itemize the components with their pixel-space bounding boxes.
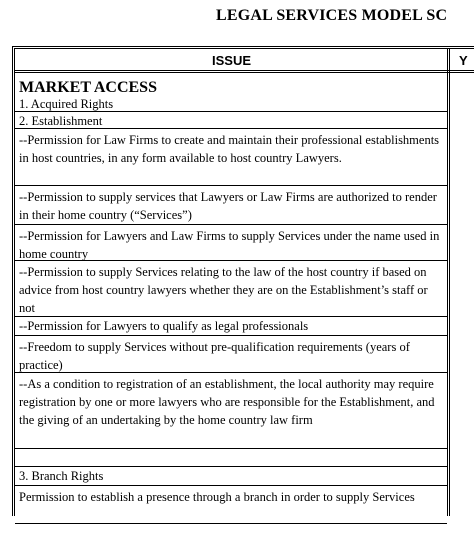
table-header-row <box>15 49 474 73</box>
table-row <box>15 186 447 225</box>
section-heading: MARKET ACCESS <box>19 79 157 96</box>
table-body <box>15 73 447 524</box>
table-row <box>15 467 447 486</box>
row-text: --As a condition to registration of an establishment, the local authority may require registration by one or more lawyers who are responsible for the Establishment, and the giving of an undertaking by the home country law firm <box>19 377 435 427</box>
row-text: Permission to establish a presence through a branch in order to supply Services <box>19 490 415 504</box>
table-row <box>15 336 447 373</box>
row-text: --Permission for Lawyers to qualify as legal professionals <box>19 319 309 333</box>
row-text: --Permission for Law Firms to create and maintain their professional establishments in host countries, in any form available to host country Lawyers. <box>19 133 440 165</box>
issue-column-header: ISSUE <box>211 53 251 68</box>
row-text: 3. Branch Rights <box>19 469 104 483</box>
table-row <box>15 486 447 524</box>
document-title: LEGAL SERVICES MODEL SC <box>216 7 448 24</box>
row-text: 2. Establishment <box>19 114 103 128</box>
table-row <box>15 129 447 186</box>
table-row <box>15 95 447 112</box>
table-row <box>15 225 447 261</box>
row-text: --Permission to supply Services relating to the law of the host country if based on advice from host country lawyers whether they are on the Establishment’s staff or not <box>19 265 428 315</box>
row-text: --Permission to supply services that Lawyers or Law Firms are authorized to render in their home country (“Services”) <box>19 190 437 222</box>
row-text: --Permission for Lawyers and Law Firms to supply Services under the name used in home country <box>19 229 440 261</box>
table-row <box>15 112 447 129</box>
row-text: 1. Acquired Rights <box>19 97 114 111</box>
column-divider <box>447 49 450 516</box>
table-row <box>15 449 447 467</box>
section-heading-row <box>15 73 447 95</box>
row-text: --Freedom to supply Services without pre-qualification requirements (years of practice) <box>19 340 410 372</box>
table-row <box>15 261 447 317</box>
schedule-table <box>12 46 474 516</box>
table-row <box>15 373 447 449</box>
next-column-header: Y <box>459 53 468 68</box>
table-row <box>15 317 447 336</box>
